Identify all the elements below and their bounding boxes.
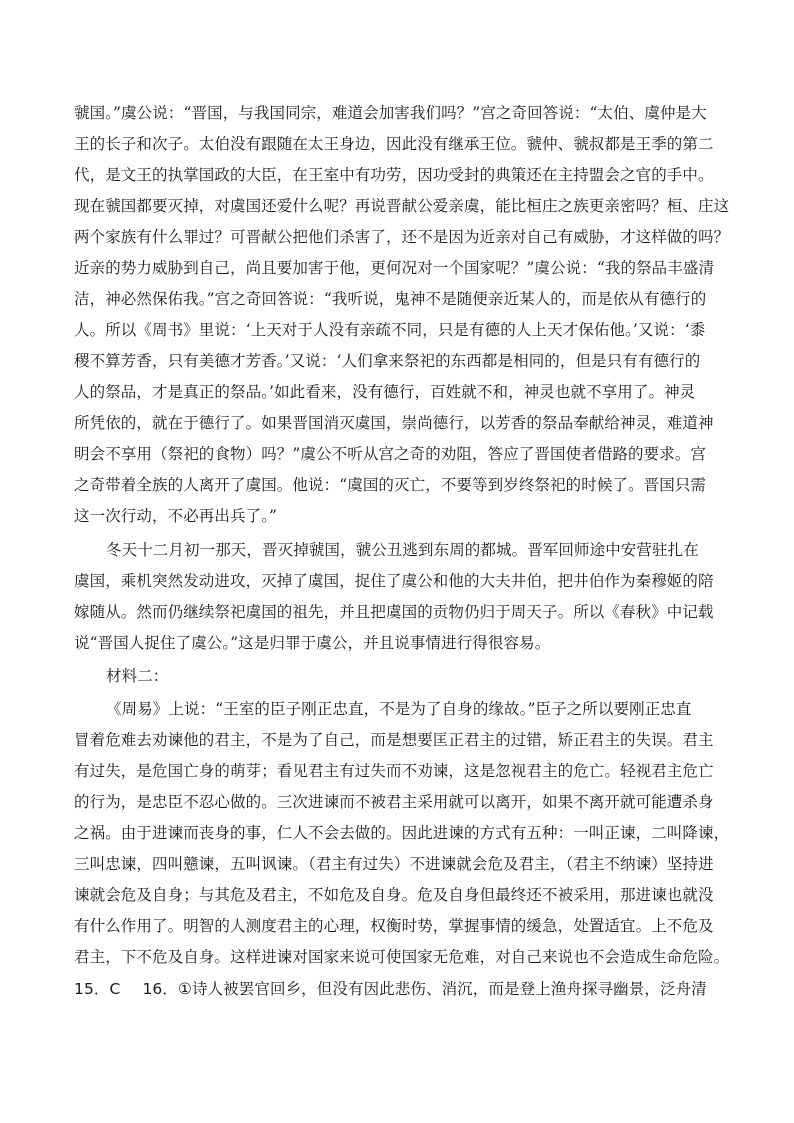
body-line: 这一次行动，不必再出兵了。” <box>74 507 278 525</box>
body-line: 两个家族有什么罪过？可晋献公把他们杀害了，还不是因为近亲对自己有威胁，才这样做的吗？ <box>74 228 730 246</box>
body-line: 三叫忠谏，四叫戆谏，五叫讽谏。（君主有过失）不进谏就会危及君主，（君主不纳谏）坚持进 <box>74 855 714 873</box>
body-line: 说“晋国人捉住了虞公。”这是归罪于虞公，并且说事情进行得很容易。 <box>74 634 551 652</box>
paragraph-start-line: 冬天十二月初一那天，晋灭掉虢国，虢公丑逃到东周的都城。晋军回师途中安营驻扎在 <box>106 541 699 559</box>
body-line: 嫁随从。然而仍继续祭祀虞国的祖先，并且把虞国的贡物仍归于周天子。所以《春秋》中记载 <box>74 603 714 621</box>
body-line: 的行为，是忠臣不忍心做的。三次进谏而不被君主采用就可以离开，如果不离开就可能遭杀身 <box>74 793 714 811</box>
body-line: 代，是文王的执掌国政的大臣，在王室中有功劳，因功受封的典策还在主持盟会之官的手中。 <box>74 166 714 184</box>
body-line: 之奇带着全族的人离开了虞国。他说：“虞国的灭亡，不要等到岁终祭祀的时候了。晋国只需 <box>74 476 707 494</box>
body-line: 有过失，是危国亡身的萌芽；看见君主有过失而不劝谏，这是忽视君主的危亡。轻视君主危亡 <box>74 762 714 780</box>
answer-line <box>74 979 736 999</box>
answer-16: 16．①诗人被罢官回乡，但没有因此悲伤、消沉，而是登上渔舟探寻幽景，泛舟清 <box>142 980 707 998</box>
body-line: 人的祭品，才是真正的祭品。’如此看来，没有德行，百姓就不和，神灵也就不享用了。神灵 <box>74 383 696 401</box>
body-line: 王的长子和次子。太伯没有跟随在太王身边，因此没有继承王位。虢仲、虢叔都是王季的第二 <box>74 135 714 153</box>
body-line: 所凭依的，就在于德行了。如果晋国消灭虞国，崇尚德行，以芳香的祭品奉献给神灵，难道神 <box>74 414 714 432</box>
body-line: 有什么作用了。明智的人测度君主的心理，权衡时势，掌握事情的缓急，处置适宜。上不危及 <box>74 917 714 935</box>
section-heading: 材料二： <box>106 667 169 685</box>
body-line: 洁，神必然保佑我。”宫之奇回答说：“我听说，鬼神不是随便亲近某人的，而是依从有德行的 <box>74 290 707 308</box>
body-line: 人。所以《周书》里说：‘上天对于人没有亲疏不同，只是有德的人上天才保佑他。’又说：‘黍 <box>74 321 706 339</box>
body-line: 虢国。”虞公说：“晋国，与我国同宗，难道会加害我们吗？”宫之奇回答说：“太伯、虞仲是大 <box>74 104 707 122</box>
paragraph-start-line: 《周易》上说：“王室的臣子刚正忠直，不是为了自身的缘故。”臣子之所以要刚正忠直 <box>106 700 692 718</box>
body-line: 冒着危难去劝谏他的君主，不是为了自己，而是想要匡正君主的过错，矫正君主的失误。君主 <box>74 731 714 749</box>
body-line: 近亲的势力威胁到自己，尚且要加害于他，更何况对一个国家呢？”虞公说：“我的祭品丰盛清 <box>74 259 715 277</box>
body-line: 虞国，乘机突然发动进攻，灭掉了虞国，捉住了虞公和他的大夫井伯，把井伯作为秦穆姬的陪 <box>74 572 714 590</box>
body-line: 明会不享用（祭祀的食物）吗？”虞公不听从宫之奇的劝阻，答应了晋国使者借路的要求。宫 <box>74 445 707 463</box>
body-line: 稷不算芳香，只有美德才芳香。’又说：‘人们拿来祭祀的东西都是相同的，但是只有有德行的 <box>74 352 701 370</box>
body-line: 谏就会危及自身；与其危及君主，不如危及自身。危及自身但最终还不被采用，那进谏也就没 <box>74 886 714 904</box>
body-line: 之祸。由于进谏而丧身的事，仁人不会去做的。因此进谏的方式有五种：一叫正谏，二叫降谏， <box>74 824 730 842</box>
body-line: 现在虢国都要灭掉，对虞国还爱什么呢？再说晋献公爱亲虞，能比桓庄之族更亲密吗？桓、庄这 <box>74 197 730 215</box>
body-line: 君主，下不危及自身。这样进谏对国家来说可使国家无危难，对自己来说也不会造成生命危险。 <box>74 948 730 966</box>
answer-15: 15．C <box>74 980 121 998</box>
